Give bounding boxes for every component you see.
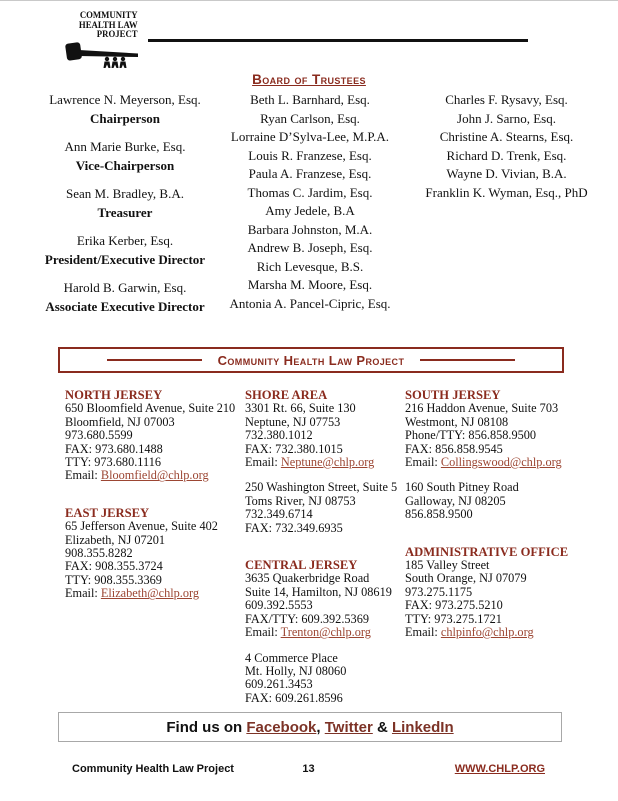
office-line: FAX: 973.680.1488 — [65, 441, 163, 456]
twitter-link[interactable]: Twitter — [324, 718, 373, 736]
office-line: Elizabeth, NJ 07201 — [65, 532, 166, 547]
divider-line-right — [420, 359, 515, 361]
logo-text — [64, 12, 138, 41]
office-central-jersey-second-address — [245, 652, 405, 706]
office-line: 160 South Pitney Road — [405, 480, 519, 495]
officer-name: Harold B. Garwin, Esq. — [63, 280, 187, 295]
officer-name: Ann Marie Burke, Esq. — [64, 139, 186, 154]
office-line: 908.355.8282 — [65, 546, 133, 561]
board-of-trustees-title: Board of Trustees — [252, 72, 366, 87]
trustee-name: Paula A. Franzese, Esq. — [248, 166, 372, 181]
office-line: FAX: 732.349.6935 — [245, 520, 343, 535]
officer-role: Associate Executive Director — [45, 298, 205, 314]
logo-line-1: COMMUNITY — [79, 11, 138, 21]
office-line: Mt. Holly, NJ 08060 — [245, 663, 347, 678]
office-region-name: NORTH JERSEY — [65, 388, 163, 402]
page-number: 13 — [302, 763, 315, 775]
office-south-jersey-second-address — [405, 481, 585, 521]
email-label: Email: — [405, 455, 438, 470]
social-comma: , — [316, 718, 325, 736]
officer-role: Chairperson — [89, 110, 161, 126]
office-column-right — [405, 389, 585, 705]
trustee-name: Franklin K. Wyman, Esq., PhD — [425, 184, 588, 200]
gavel-people-icon — [64, 42, 144, 68]
trustee-name: Barbara Johnston, M.A. — [247, 221, 373, 237]
office-email-line — [65, 587, 245, 600]
social-links-banner — [58, 712, 562, 742]
trustee-name: John J. Sarno, Esq. — [457, 110, 556, 126]
office-line: 185 Valley Street — [405, 558, 490, 573]
office-line: TTY: 973.680.1116 — [65, 455, 161, 470]
trustee-name: Rich Levesque, B.S. — [256, 258, 364, 274]
office-line: South Orange, NJ 07079 — [405, 571, 527, 586]
trustee-name: Richard D. Trenk, Esq. — [446, 147, 567, 163]
office-south-jersey — [405, 389, 585, 469]
office-line: 250 Washington Street, Suite 5 — [245, 480, 398, 495]
officer-name: Lawrence N. Meyerson, Esq. — [49, 92, 201, 107]
office-line: 4 Commerce Place — [245, 650, 338, 665]
office-line: FAX: 609.261.8596 — [245, 690, 343, 705]
header-rule — [148, 39, 528, 42]
office-line: FAX: 856.858.9545 — [405, 441, 503, 456]
trustee-name: Beth L. Barnhard, Esq. — [250, 92, 370, 107]
office-line: 3301 Rt. 66, Suite 130 — [245, 401, 356, 416]
trustee-name: Charles F. Rysavy, Esq. — [445, 92, 568, 107]
trustee-name: Ryan Carlson, Esq. — [260, 110, 360, 126]
office-line: 973.680.5599 — [65, 428, 133, 443]
linkedin-link[interactable]: LinkedIn — [391, 718, 454, 736]
email-link-central-jersey[interactable]: Trenton@chlp.org — [280, 625, 371, 640]
trustee-name: Lorraine D’Sylva-Lee, M.P.A. — [230, 129, 390, 144]
office-line: 650 Bloomfield Avenue, Suite 210 — [65, 401, 236, 416]
email-link-administrative[interactable]: chlpinfo@chlp.org — [440, 625, 534, 640]
logo-line-2: HEALTH LAW — [78, 20, 138, 31]
officer-role: Treasurer — [97, 204, 153, 220]
office-line: FAX: 908.355.3724 — [65, 559, 163, 574]
email-link-south-jersey[interactable]: Collingswood@chlp.org — [440, 455, 562, 470]
office-east-jersey — [65, 507, 245, 601]
office-line: 216 Haddon Avenue, Suite 703 — [405, 401, 559, 416]
office-line: TTY: 908.355.3369 — [65, 572, 162, 587]
office-listings — [65, 389, 605, 705]
trustee-name: Christine A. Stearns, Esq. — [439, 129, 574, 144]
office-region-name: CENTRAL JERSEY — [245, 558, 358, 573]
office-line: FAX/TTY: 609.392.5369 — [245, 611, 370, 626]
social-ampersand: & — [372, 718, 392, 736]
office-line: 732.380.1012 — [245, 428, 313, 443]
email-link-east-jersey[interactable]: Elizabeth@chlp.org — [100, 586, 200, 601]
website-link[interactable]: WWW.CHLP.ORG — [454, 763, 545, 775]
office-line: Phone/TTY: 856.858.9500 — [405, 428, 537, 443]
office-north-jersey — [65, 389, 245, 483]
board-trustees-column-right — [415, 91, 598, 202]
email-label: Email: — [245, 455, 278, 470]
office-shore-area — [245, 389, 405, 469]
trustee-name: Antonia A. Pancel-Cipric, Esq. — [229, 295, 391, 311]
board-officers-column — [20, 91, 230, 326]
officer-entry — [20, 279, 230, 316]
office-region-name: SHORE AREA — [245, 388, 328, 402]
trustee-name: Andrew B. Joseph, Esq. — [247, 240, 373, 255]
office-line: Bloomfield, NJ 07003 — [65, 414, 175, 429]
office-line: Neptune, NJ 07753 — [245, 414, 341, 429]
email-label: Email: — [405, 625, 438, 640]
office-region-name: ADMINISTRATIVE OFFICE — [405, 544, 569, 559]
office-line: Westmont, NJ 08108 — [405, 414, 509, 429]
office-shore-area-second-address — [245, 481, 405, 535]
trustee-name: Wayne D. Vivian, B.A. — [446, 166, 567, 181]
office-central-jersey — [245, 559, 405, 639]
officer-name: Erika Kerber, Esq. — [76, 233, 174, 248]
office-line: TTY: 973.275.1721 — [405, 611, 502, 626]
facebook-link[interactable]: Facebook — [246, 718, 317, 736]
office-line: FAX: 732.380.1015 — [245, 441, 343, 456]
divider-line-left — [107, 359, 202, 361]
office-line: Suite 14, Hamilton, NJ 08619 — [245, 584, 392, 599]
officer-entry — [20, 91, 230, 128]
trustee-name: Amy Jedele, B.A — [265, 203, 355, 218]
email-label: Email: — [245, 625, 278, 640]
office-line: Galloway, NJ 08205 — [405, 493, 506, 508]
office-line: 856.858.9500 — [405, 507, 473, 522]
office-line: 3635 Quakerbridge Road — [245, 571, 370, 586]
section-divider-banner — [58, 347, 564, 373]
office-line: FAX: 973.275.5210 — [405, 598, 503, 613]
office-region-name: SOUTH JERSEY — [405, 388, 501, 402]
office-line: 732.349.6714 — [245, 507, 313, 522]
office-email-line — [245, 626, 405, 639]
office-line: 65 Jefferson Avenue, Suite 402 — [65, 519, 218, 534]
office-region-name: EAST JERSEY — [65, 505, 150, 520]
officer-entry — [20, 138, 230, 175]
officer-role: Vice-Chairperson — [75, 157, 175, 173]
office-line: 609.261.3453 — [245, 677, 313, 692]
office-email-line — [405, 626, 585, 639]
office-column-middle — [245, 389, 405, 705]
officer-entry — [20, 185, 230, 222]
office-line: Toms River, NJ 08753 — [245, 493, 356, 508]
trustee-name: Louis R. Franzese, Esq. — [248, 147, 372, 163]
board-trustees-column-middle — [205, 91, 415, 313]
officer-name: Sean M. Bradley, B.A. — [66, 186, 184, 201]
trustee-name: Marsha M. Moore, Esq. — [247, 277, 373, 292]
social-prefix: Find us on — [166, 718, 247, 736]
email-label: Email: — [65, 586, 98, 601]
footer-organization: Community Health Law Project — [72, 763, 234, 775]
office-email-line — [245, 456, 405, 469]
trustee-name: Thomas C. Jardim, Esq. — [247, 184, 373, 200]
officer-entry — [20, 232, 230, 269]
office-column-left — [65, 389, 245, 705]
logo-line-3: PROJECT — [96, 30, 138, 40]
email-link-north-jersey[interactable]: Bloomfield@chlp.org — [100, 468, 209, 483]
email-label: Email: — [65, 468, 98, 483]
office-email-line — [65, 469, 245, 482]
office-administrative — [405, 546, 585, 640]
divider-title: Community Health Law Project — [217, 352, 405, 368]
page-footer — [0, 763, 618, 775]
office-email-line — [405, 456, 585, 469]
email-link-shore-area[interactable]: Neptune@chlp.org — [280, 455, 375, 470]
office-line: 973.275.1175 — [405, 584, 473, 599]
officer-role: President/Executive Director — [44, 251, 206, 267]
chlp-logo — [64, 12, 144, 68]
office-line: 609.392.5553 — [245, 598, 313, 613]
